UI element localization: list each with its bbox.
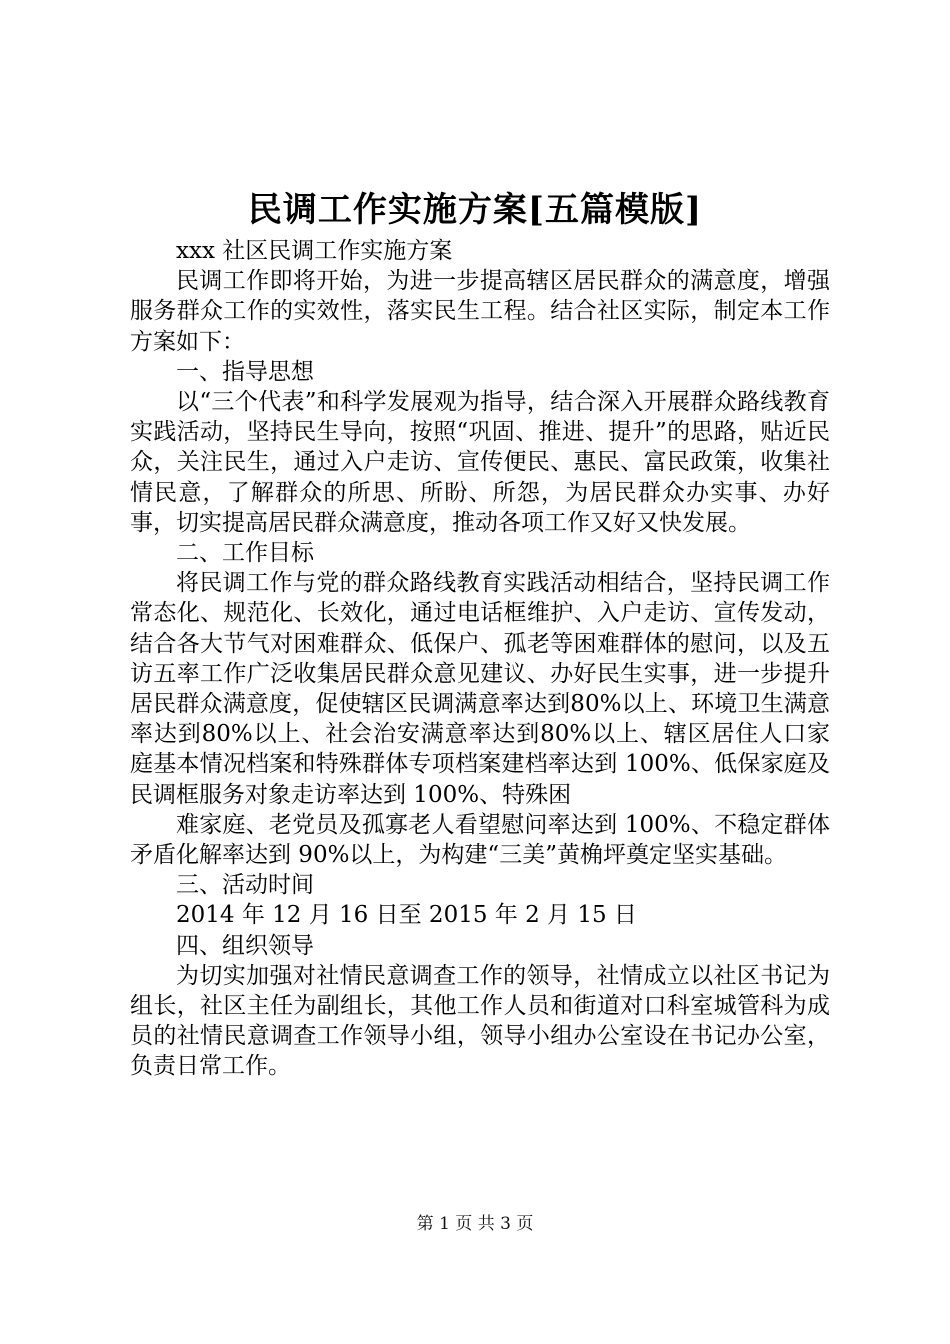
page-footer: 第 1 页 共 3 页	[416, 1214, 534, 1234]
section-heading-activity-time: 三、活动时间	[176, 872, 314, 899]
section-body-organization: 为切实加强对社情民意调查工作的领导，社情成立以社区书记为组长，社区主任为副组长，其他工作人员和街道对口科室城管科为成员的社情民意调查工作领导小组，领导小组办公室设在书记办公室，负责日常工作。	[130, 962, 830, 1080]
section-heading-work-goals: 二、工作目标	[176, 540, 314, 567]
intro-paragraph: 民调工作即将开始，为进一步提高辖区居民群众的满意度，增强服务群众工作的实效性，落实民生工程。结合社区实际，制定本工作方案如下：	[130, 268, 830, 355]
document-body	[130, 236, 830, 1082]
section-body-guiding-ideology: 以“三个代表”和科学发展观为指导，结合深入开展群众路线教育实践活动，坚持民生导向，按照“巩固、推进、提升”的思路，贴近民众，关注民生，通过入户走访、宣传便民、惠民、富民政策，收集社情民意，了解群众的所思、所盼、所怨，为居民群众办实事、办好事，切实提高居民群众满意度，推动各项工作又好又快发展。	[130, 389, 830, 536]
section-heading-organization: 四、组织领导	[176, 932, 314, 959]
subtitle: xxx 社区民调工作实施方案	[176, 238, 453, 264]
section-body-activity-time: 2014 年 12 月 16 日至 2015 年 2 月 15 日	[176, 902, 637, 929]
section-heading-guiding-ideology: 一、指导思想	[176, 358, 314, 385]
document-title: 民调工作实施方案[五篇模版]	[247, 190, 703, 230]
section-body-work-goals-b: 难家庭、老党员及孤寡老人看望慰问率达到 100%、不稳定群体矛盾化解率达到 90%以上，为构建“三美”黄桷坪奠定坚实基础。	[130, 811, 830, 869]
section-body-work-goals-a: 将民调工作与党的群众路线教育实践活动相结合，坚持民调工作常态化、规范化、长效化，通过电话框维护、入户走访、宣传发动，结合各大节气对困难群众、低保户、孤老等困难群体的慰问，以及五访五率工作广泛收集居民群众意见建议、办好民生实事，进一步提升居民群众满意度，促使辖区民调满意率达到80%以上、环境卫生满意率达到80%以上、社会治安满意率达到80%以上、辖区居住人口家庭基本情况档案和特殊群体专项档案建档率达到 100%、低保家庭及民调框服务对象走访率达到 100%、特殊困	[130, 570, 830, 808]
